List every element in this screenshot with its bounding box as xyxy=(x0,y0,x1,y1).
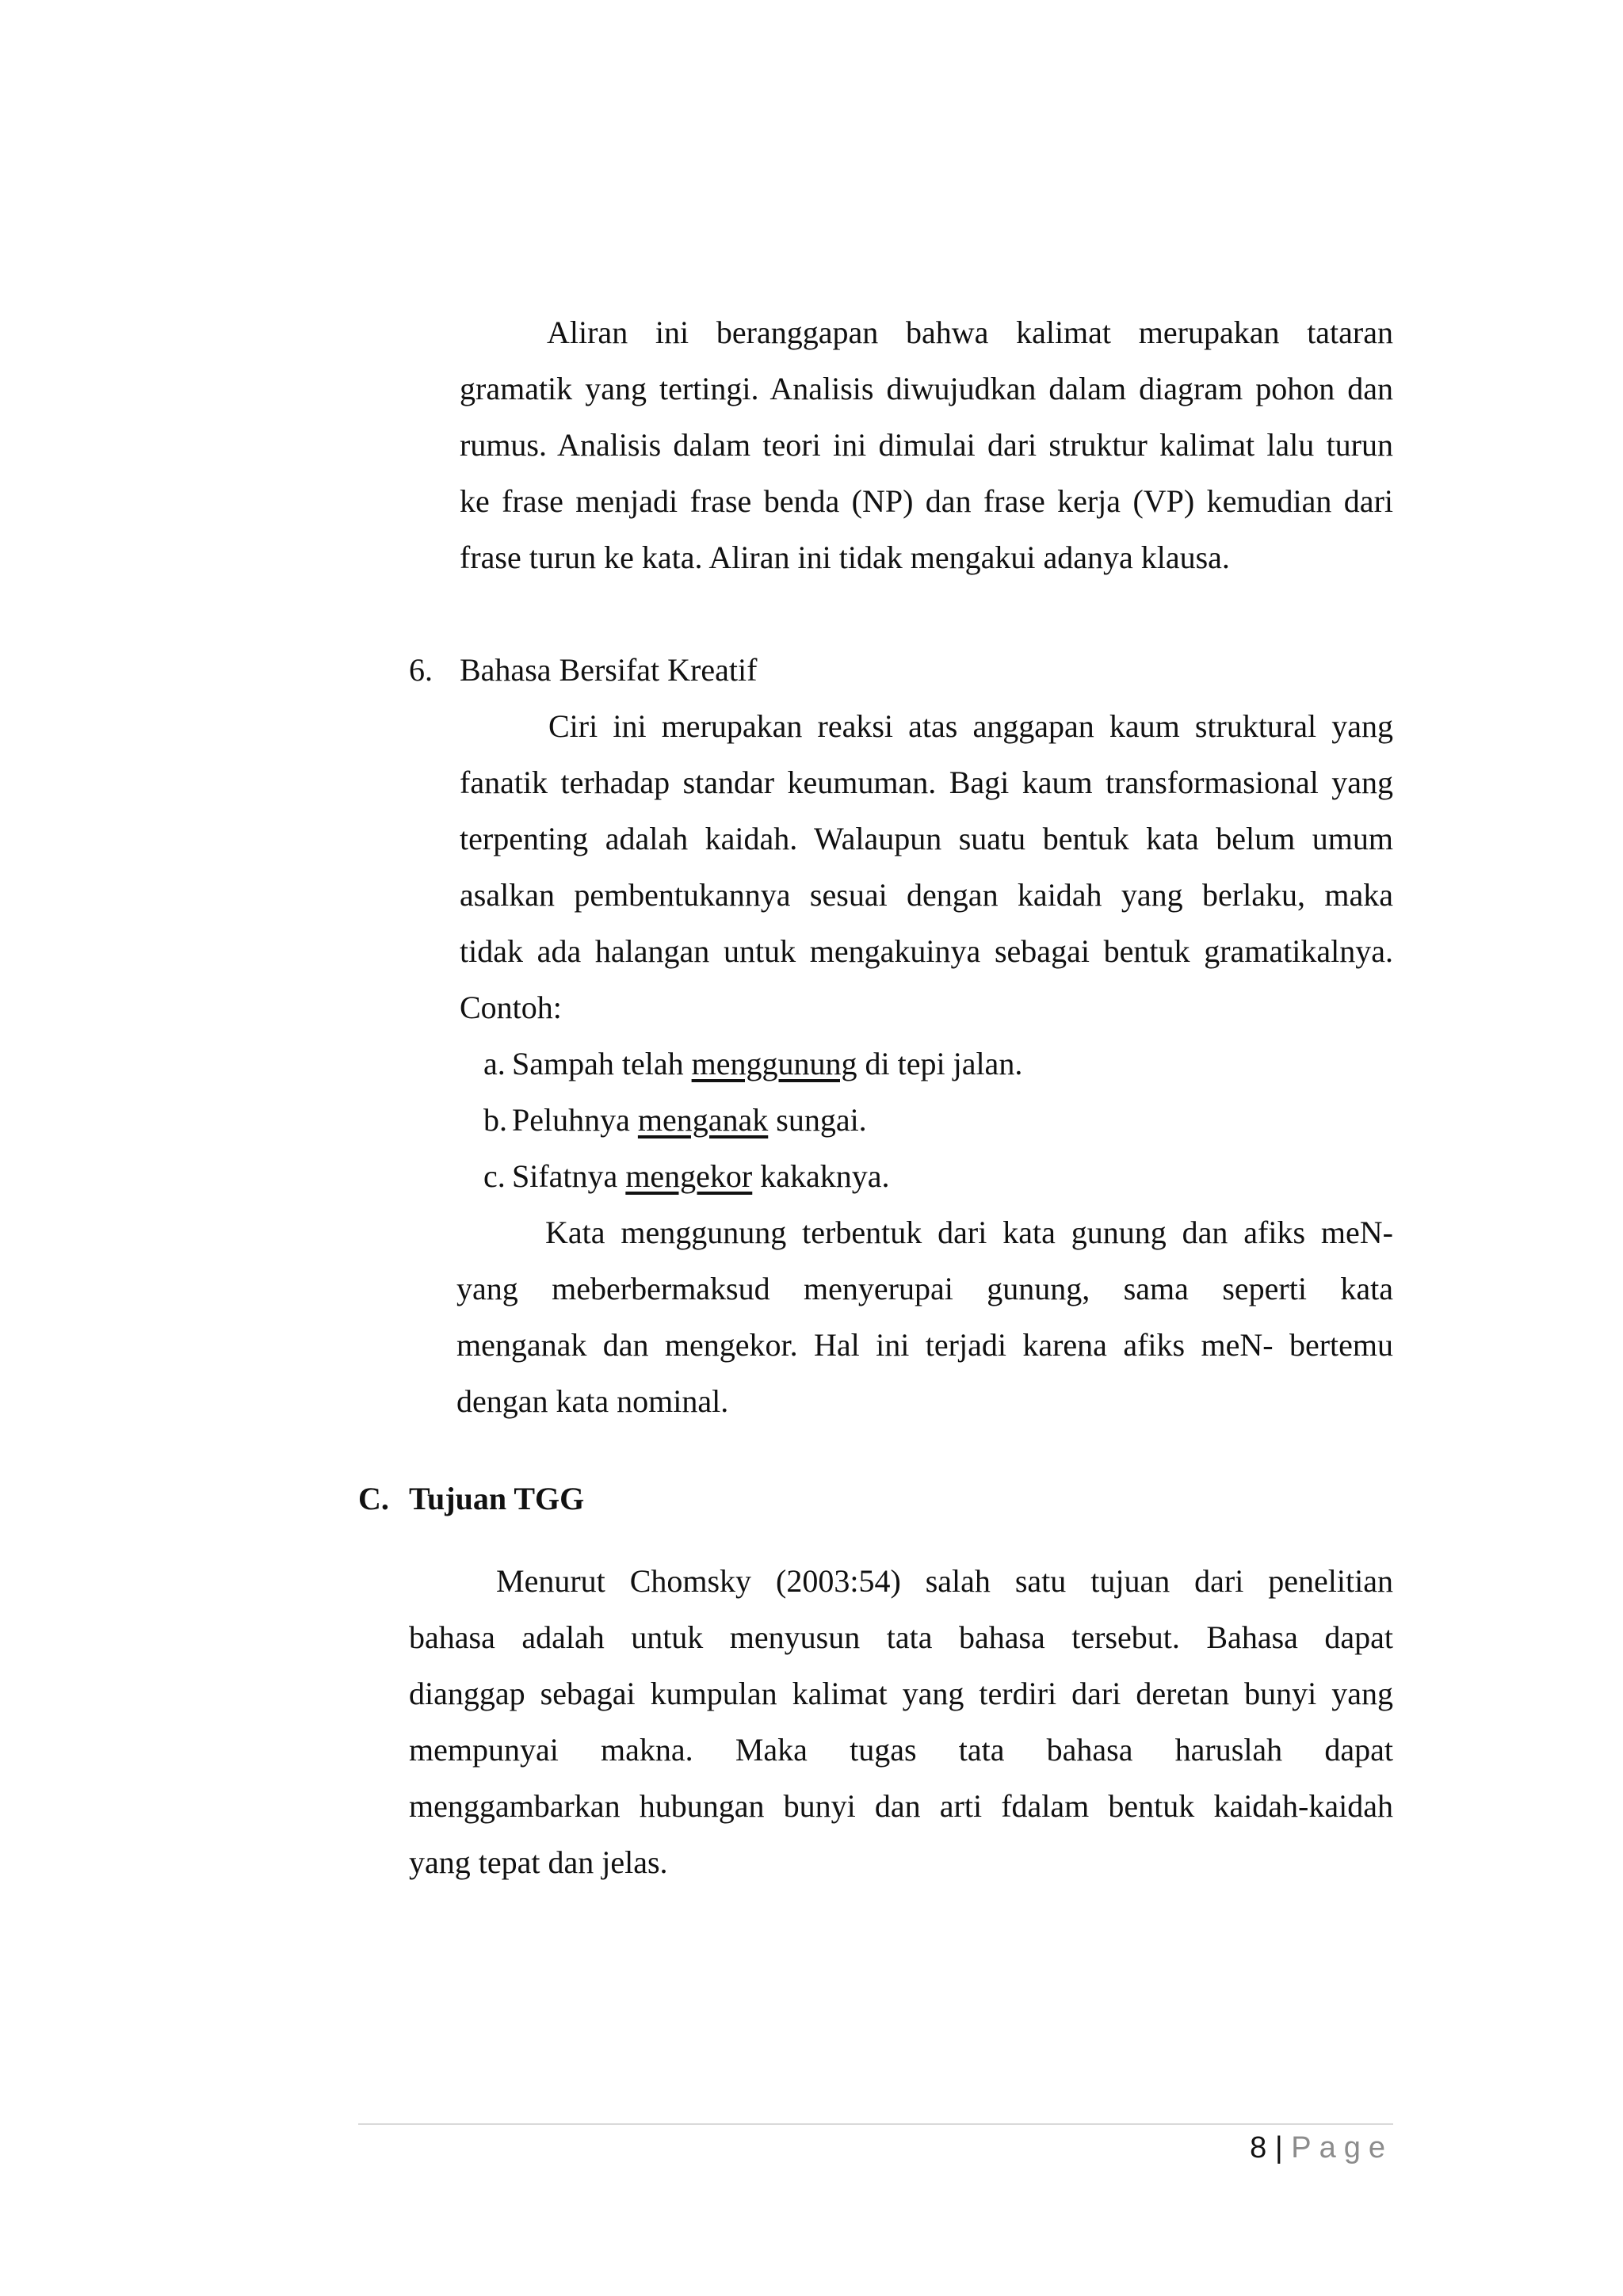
paragraph-line: fanatik terhadap standar keumuman. Bagi kaum transformasional yang xyxy=(460,765,1393,800)
example-text: Sifatnya xyxy=(512,1158,626,1194)
example-marker: c. xyxy=(483,1158,506,1194)
paragraph-line: Kata menggunung terbentuk dari kata gunung dan afiks meN- xyxy=(545,1215,1393,1250)
paragraph-chomsky xyxy=(409,1553,1393,1890)
paragraph-line: dengan kata nominal. xyxy=(456,1383,729,1419)
page-footer xyxy=(1250,2131,1393,2165)
paragraph-line: Menurut Chomsky (2003:54) salah satu tujuan dari penelitian xyxy=(496,1563,1393,1599)
paragraph-line: Contoh: xyxy=(460,990,562,1025)
page-separator: | xyxy=(1274,2131,1283,2164)
example-c xyxy=(483,1148,890,1204)
example-underlined-word: menganak xyxy=(637,1102,769,1138)
paragraph-line: Aliran ini beranggapan bahwa kalimat merupakan tataran xyxy=(547,315,1393,350)
paragraph-line: Ciri ini merupakan reaksi atas anggapan kaum struktural yang xyxy=(548,708,1393,744)
list-item-6-heading xyxy=(409,642,433,698)
paragraph-kata xyxy=(456,1204,1393,1429)
page-label: Page xyxy=(1291,2131,1393,2164)
paragraph-line: rumus. Analisis dalam teori ini dimulai dari struktur kalimat lalu turun xyxy=(460,427,1393,463)
list-item-number: 6. xyxy=(409,652,433,688)
paragraph-ciri xyxy=(460,698,1393,1035)
example-text: kakaknya. xyxy=(752,1158,890,1194)
section-c-title: Tujuan TGG xyxy=(409,1481,585,1516)
paragraph-line: asalkan pembentukannya sesuai dengan kaidah yang berlaku, maka xyxy=(460,877,1393,913)
paragraph-line: bahasa adalah untuk menyusun tata bahasa tersebut. Bahasa dapat xyxy=(409,1619,1393,1655)
paragraph-line: yang meberbermaksud menyerupai gunung, sama seperti kata xyxy=(456,1271,1393,1306)
example-text: Sampah telah xyxy=(512,1046,692,1081)
page-number: 8 xyxy=(1250,2131,1267,2164)
footer-divider xyxy=(358,2123,1393,2125)
example-marker: a. xyxy=(483,1046,506,1081)
list-item-6-title xyxy=(460,642,757,698)
section-c-letter: C. xyxy=(358,1481,389,1516)
example-text: Peluhnya xyxy=(512,1102,638,1138)
paragraph-line: menganak dan mengekor. Hal ini terjadi karena afiks meN- bertemu xyxy=(456,1327,1393,1363)
example-text: di tepi jalan. xyxy=(857,1046,1023,1081)
paragraph-line: menggambarkan hubungan bunyi dan arti fdalam bentuk kaidah-kaidah xyxy=(409,1788,1393,1824)
example-a xyxy=(483,1035,1022,1092)
paragraph-line: yang tepat dan jelas. xyxy=(409,1844,668,1880)
example-text: sungai. xyxy=(768,1102,867,1138)
paragraph-line: ke frase menjadi frase benda (NP) dan frase kerja (VP) kemudian dari xyxy=(460,483,1393,519)
paragraph-line: tidak ada halangan untuk mengakuinya sebagai bentuk gramatikalnya. xyxy=(460,933,1393,969)
example-underlined-word: mengekor xyxy=(625,1158,753,1194)
paragraph-aliran xyxy=(460,304,1393,585)
example-b xyxy=(483,1092,867,1148)
example-underlined-word: menggunung xyxy=(691,1046,857,1081)
paragraph-line: mempunyai makna. Maka tugas tata bahasa haruslah dapat xyxy=(409,1732,1393,1768)
paragraph-line: dianggap sebagai kumpulan kalimat yang terdiri dari deretan bunyi yang xyxy=(409,1676,1393,1711)
paragraph-line: frase turun ke kata. Aliran ini tidak mengakui adanya klausa. xyxy=(460,540,1230,575)
paragraph-line: terpenting adalah kaidah. Walaupun suatu bentuk kata belum umum xyxy=(460,821,1393,856)
example-marker: b. xyxy=(483,1102,507,1138)
paragraph-line: gramatik yang tertingi. Analisis diwujudkan dalam diagram pohon dan xyxy=(460,371,1393,406)
list-item-title: Bahasa Bersifat Kreatif xyxy=(460,652,758,688)
